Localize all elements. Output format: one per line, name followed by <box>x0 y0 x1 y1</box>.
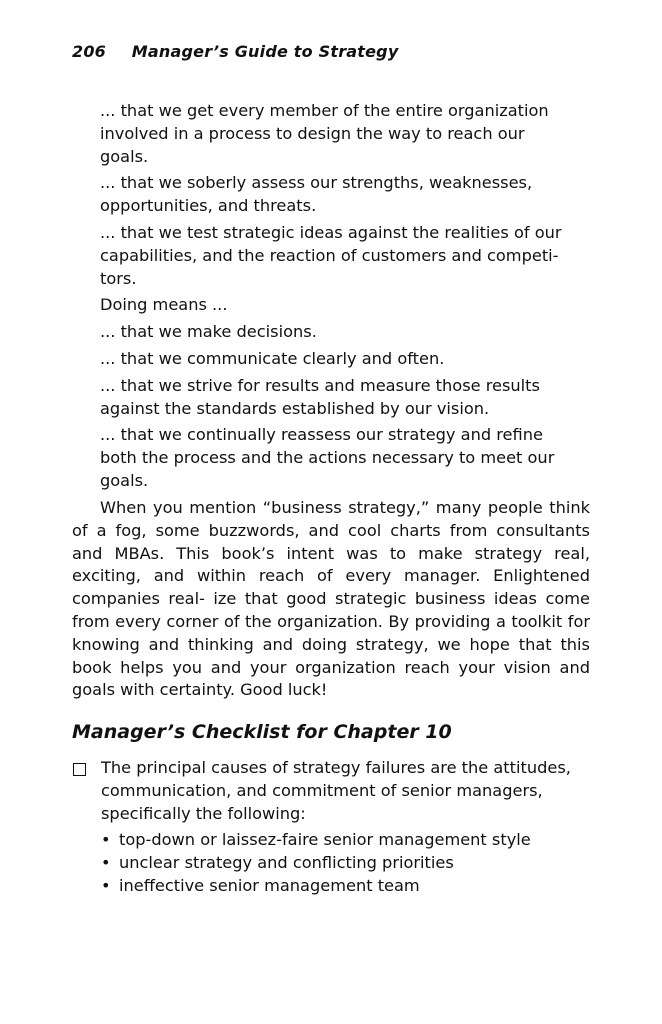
bullet-icon: • <box>101 875 111 895</box>
book-title: Manager’s Guide to Strategy <box>131 42 399 61</box>
doing-item: ... that we strive for results and measure those results against the standards established by our vision. <box>100 375 540 418</box>
list-item <box>101 875 582 898</box>
checklist-heading: Manager’s Checklist for Chapter 10 <box>72 721 452 743</box>
bullet-text: top-down or laissez-faire senior management style <box>119 830 531 850</box>
page-number: 206 <box>72 42 106 61</box>
bullet-text: unclear strategy and conflicting priorities <box>119 853 454 873</box>
checklist-bullets <box>101 829 582 897</box>
thinking-item: ... that we get every member of the entire organization involved in a process to design the way to reach our goals. <box>100 101 549 166</box>
checklist <box>72 757 582 898</box>
bullet-icon: • <box>101 830 111 850</box>
bullet-icon: • <box>101 853 111 873</box>
checklist-item-text: The principal causes of strategy failures are the attitudes, communication, and commitment of senior managers, specifically the following: <box>101 758 571 823</box>
thinking-item: ... that we test strategic ideas against the realities of our capabilities, and the reaction of customers and competi- tors. <box>100 222 562 288</box>
bullet-text: ineffective senior management team <box>119 875 420 895</box>
closing-paragraph: When you mention “business strategy,” many people think of a fog, some buzzwords, and cool charts from consultants and MBAs. This book’s intent was to make strategy real, exciting, and within reach of every manager. Enlightened companies real- ize that good strategic business ideas come from every corner of the organization. By providing a toolkit for knowing and thinking and doing strategy, we hope that this book helps you and your organization reach your vision and goals with certainty. Good luck! <box>72 498 590 700</box>
thinking-item: ... that we soberly assess our strengths, weaknesses, opportunities, and threats. <box>100 173 533 216</box>
closing-paragraph-block <box>72 497 590 702</box>
list-item <box>101 852 582 875</box>
doing-item: ... that we communicate clearly and often. <box>100 348 445 368</box>
checkbox-icon <box>73 763 86 776</box>
running-head <box>72 42 398 61</box>
doing-intro: Doing means ... <box>100 295 228 315</box>
doing-item: ... that we make decisions. <box>100 322 317 342</box>
checklist-item <box>72 757 582 825</box>
thinking-list <box>100 100 570 497</box>
doing-item: ... that we continually reassess our strategy and refine both the process and the actions necessary to meet our goals. <box>100 425 555 490</box>
list-item <box>101 829 582 852</box>
